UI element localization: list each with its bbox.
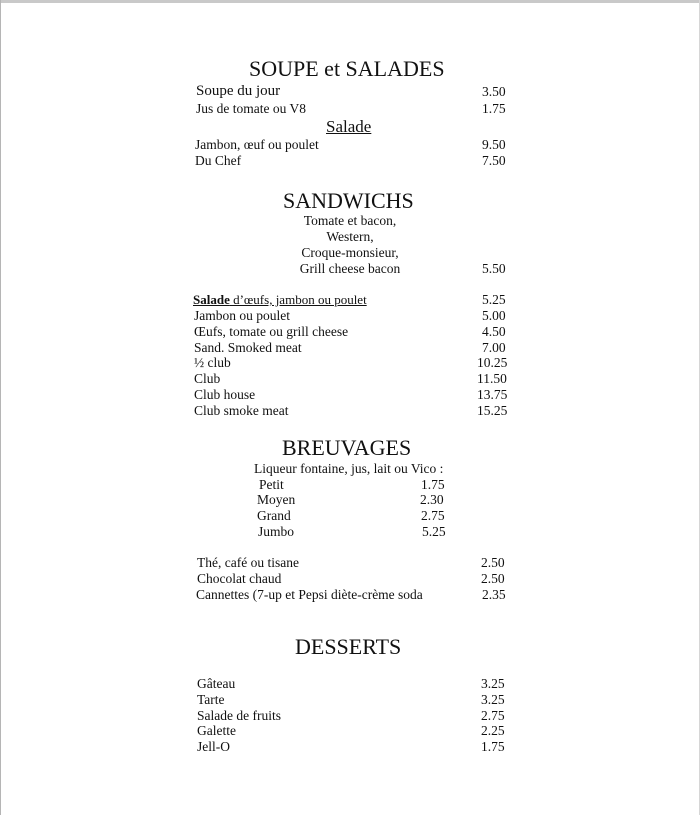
- fountain-intro: Liqueur fontaine, jus, lait ou Vico :: [254, 461, 444, 476]
- salade-bold-word: Salade: [193, 292, 230, 307]
- item-price: 3.50: [482, 84, 506, 99]
- item-name: Salade de fruits: [197, 708, 281, 723]
- item-name: Thé, café ou tisane: [197, 555, 299, 570]
- item-price: 15.25: [477, 403, 508, 418]
- size-name: Grand: [257, 508, 291, 523]
- page-left-border: [0, 0, 1, 815]
- item-price: 10.25: [477, 355, 508, 370]
- item-price: 7.00: [482, 340, 506, 355]
- item-name: Club house: [194, 387, 256, 402]
- item-name: Jambon ou poulet: [194, 308, 290, 323]
- combo-line: Grill cheese bacon: [299, 261, 401, 276]
- item-name: Gâteau: [197, 676, 236, 691]
- item-price: 2.50: [481, 571, 505, 586]
- item-price: 5.00: [482, 308, 506, 323]
- combo-price: 5.50: [482, 261, 506, 276]
- item-price: 2.25: [481, 723, 505, 738]
- item-price: 7.50: [482, 153, 506, 168]
- item-name: Chocolat chaud: [197, 571, 282, 586]
- item-name: Club: [194, 371, 221, 386]
- size-price: 2.30: [420, 492, 444, 507]
- item-price: 5.25: [482, 292, 506, 307]
- item-name: Cannettes (7-up et Pepsi diète-crème soda: [196, 587, 423, 602]
- item-price: 1.75: [482, 101, 506, 116]
- size-name: Moyen: [257, 492, 296, 507]
- section-title-soupe: SOUPE et SALADES: [249, 56, 445, 81]
- item-price: 1.75: [481, 739, 505, 754]
- item-name: Galette: [197, 723, 236, 738]
- item-price: 2.75: [481, 708, 505, 723]
- item-name: Tarte: [197, 692, 225, 707]
- item-price: 11.50: [477, 371, 507, 386]
- item-name: Soupe du jour: [196, 83, 281, 99]
- item-name: Sand. Smoked meat: [194, 340, 302, 355]
- item-price: 13.75: [477, 387, 508, 402]
- item-name: Club smoke meat: [194, 403, 289, 418]
- item-price: 4.50: [482, 324, 506, 339]
- combo-line: Croque-monsieur,: [301, 245, 399, 260]
- item-name: ½ club: [194, 355, 231, 370]
- item-name: Jus de tomate ou V8: [196, 101, 306, 116]
- subheading-salade: Salade: [326, 117, 372, 136]
- item-price: 2.35: [482, 587, 506, 602]
- item-price: 3.25: [481, 676, 505, 691]
- size-name: Jumbo: [258, 524, 295, 539]
- item-name: Œufs, tomate ou grill cheese: [194, 324, 349, 339]
- item-price: 9.50: [482, 137, 506, 152]
- combo-line: Western,: [326, 229, 374, 244]
- size-price: 1.75: [421, 477, 445, 492]
- size-price: 5.25: [422, 524, 446, 539]
- combo-line: Tomate et bacon,: [303, 213, 397, 228]
- page-top-border: [0, 0, 700, 3]
- item-price: 2.50: [481, 555, 505, 570]
- section-title-desserts: DESSERTS: [295, 634, 402, 659]
- item-name: Du Chef: [195, 153, 242, 168]
- section-title-breuvages: BREUVAGES: [282, 435, 412, 460]
- salade-sandwich-name: [193, 292, 367, 308]
- item-price: 3.25: [481, 692, 505, 707]
- size-price: 2.75: [421, 508, 445, 523]
- salade-rest: d’œufs, jambon ou poulet: [229, 292, 367, 307]
- item-name: Jambon, œuf ou poulet: [195, 137, 319, 152]
- size-name: Petit: [259, 477, 284, 492]
- section-title-sandwichs: SANDWICHS: [283, 188, 414, 213]
- item-name: Jell-O: [197, 739, 230, 754]
